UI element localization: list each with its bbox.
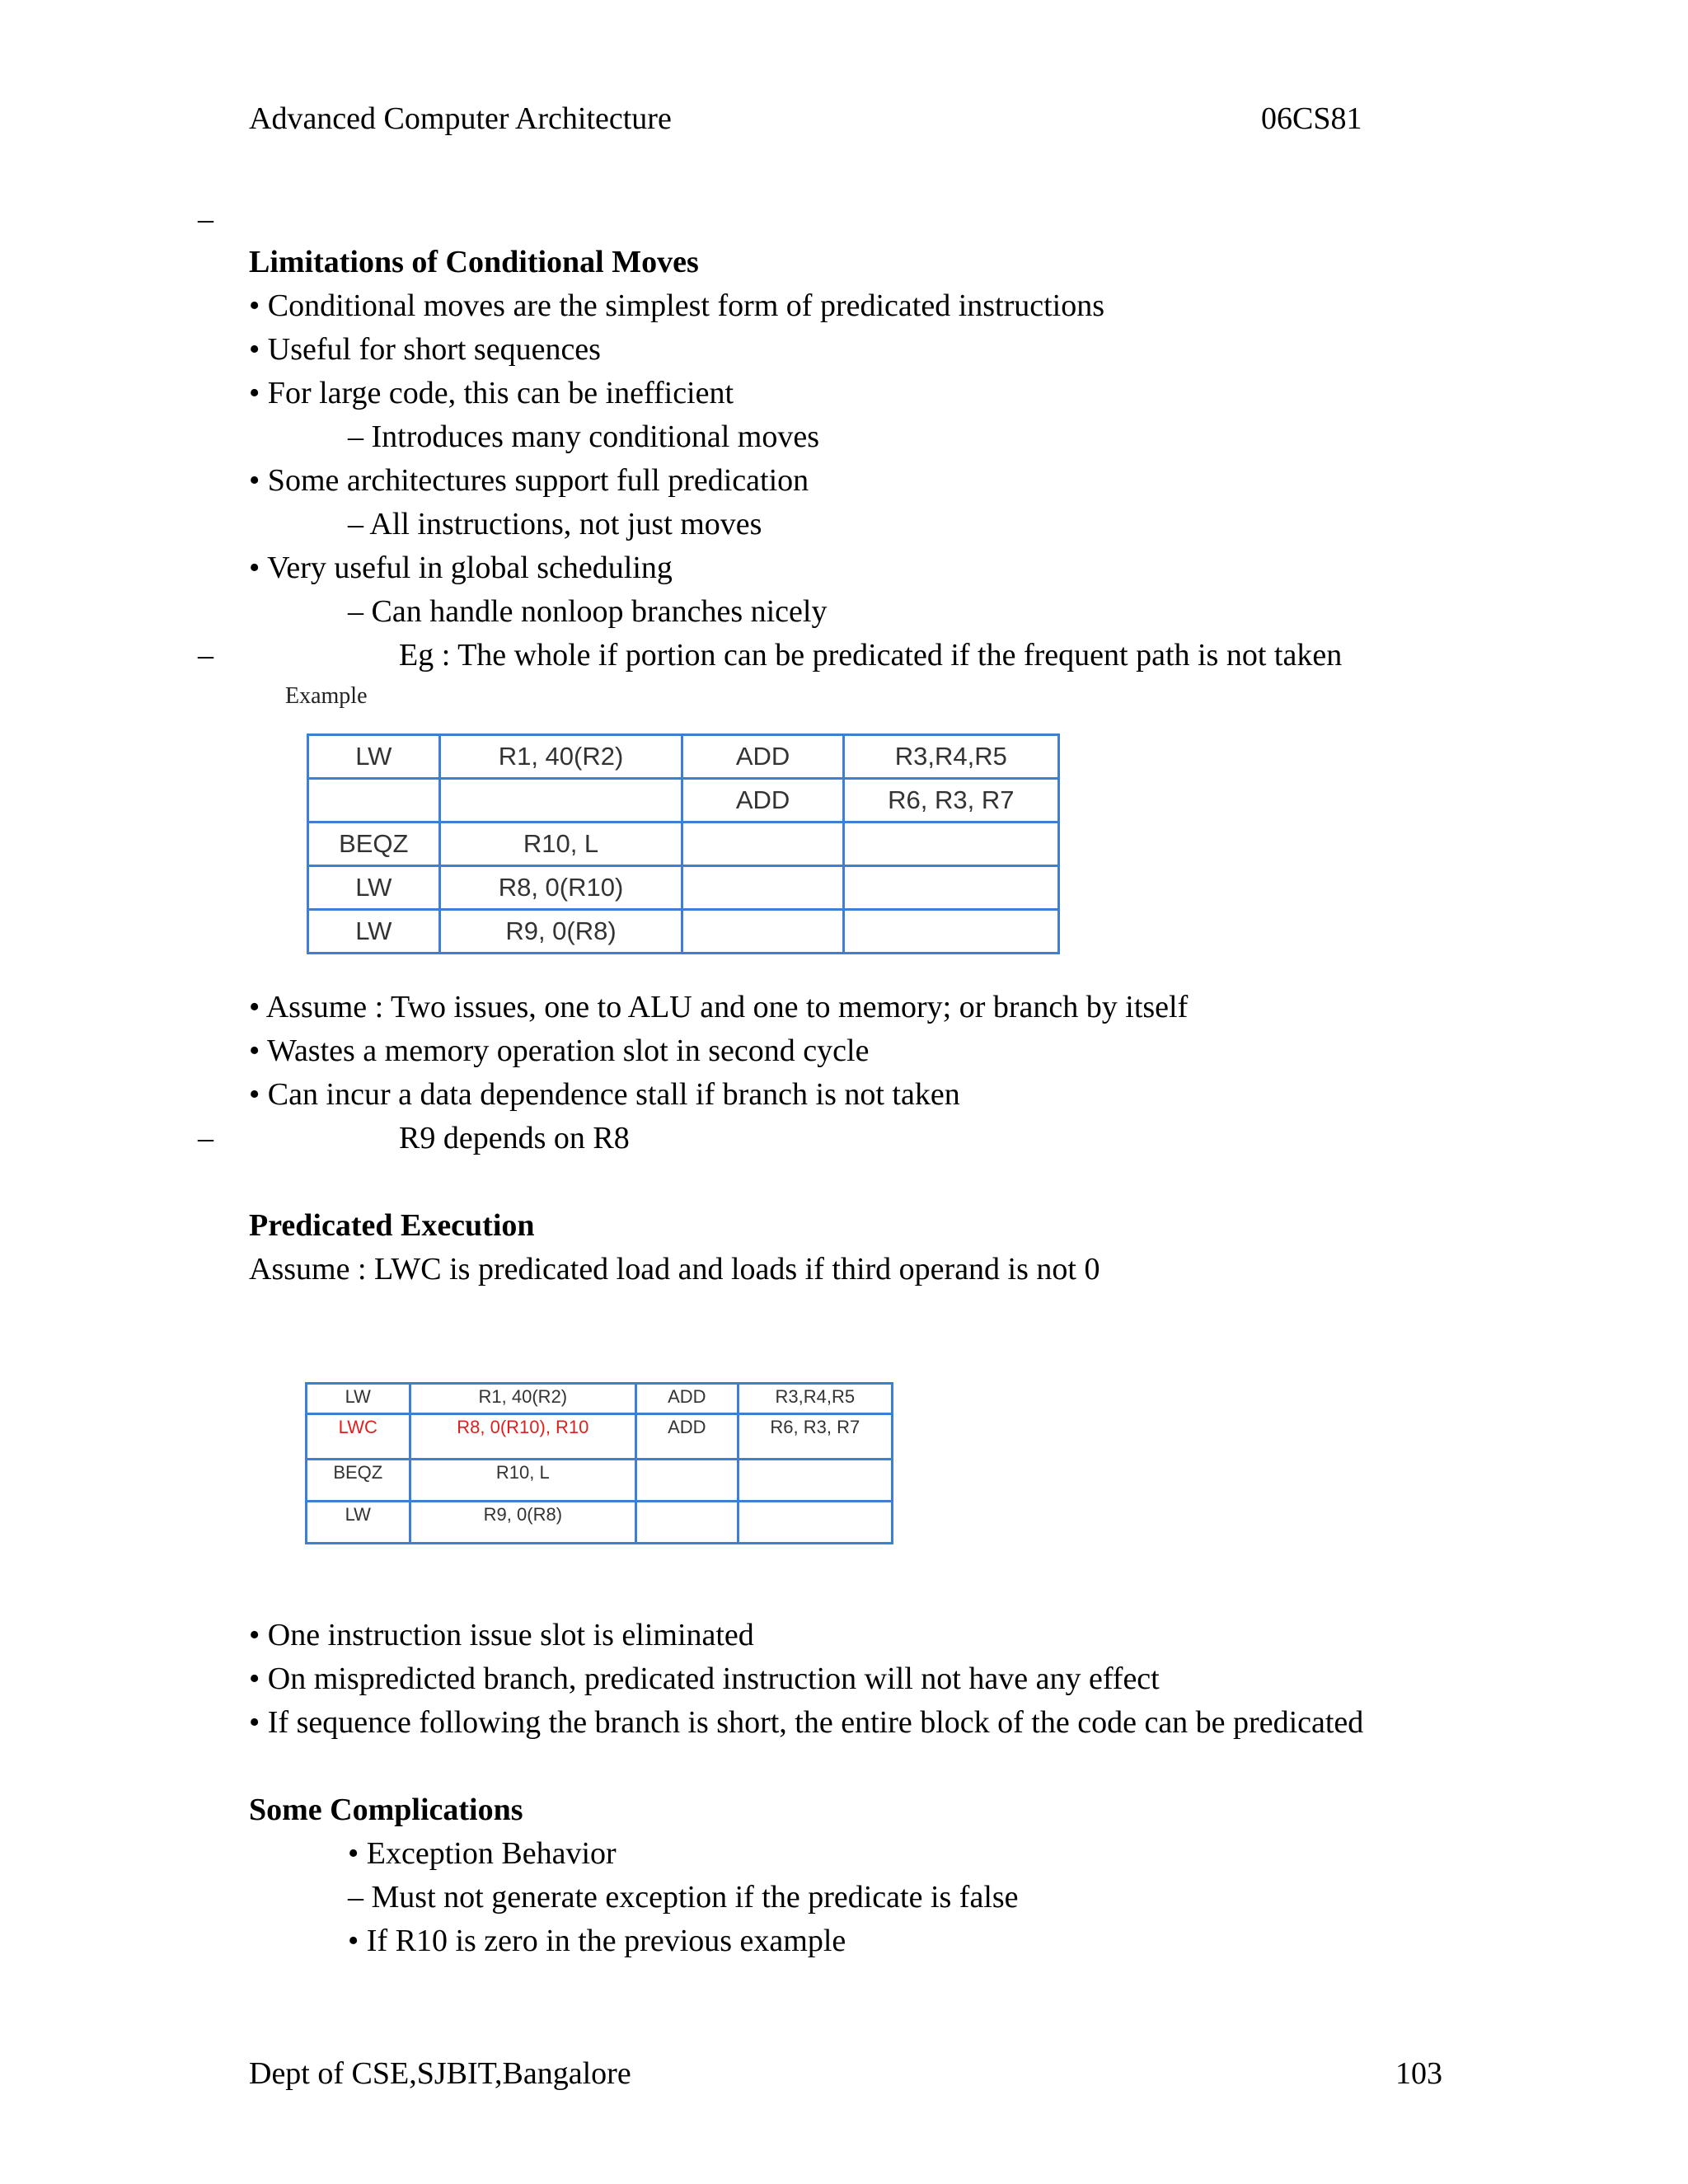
table-cell-highlighted: LWC <box>307 1414 410 1460</box>
table-cell <box>843 910 1058 954</box>
table-cell: ADD <box>636 1414 738 1460</box>
table-cell: LW <box>307 1502 410 1544</box>
footer-department: Dept of CSE,SJBIT,Bangalore <box>249 2056 631 2091</box>
margin-dash: – <box>198 638 213 673</box>
margin-dash: – <box>198 202 213 237</box>
bullet-line: • On mispredicted branch, predicated instruction will not have any effect <box>249 1661 1160 1696</box>
table-cell: R10, L <box>439 823 682 866</box>
bullet-line: • Can incur a data dependence stall if branch is not taken <box>249 1077 960 1112</box>
table-cell: R8, 0(R10) <box>439 866 682 910</box>
table-cell <box>682 823 843 866</box>
table-cell: R1, 40(R2) <box>439 735 682 779</box>
sub-bullet-line: – Can handle nonloop branches nicely <box>348 594 828 629</box>
sub-bullet-line: – Must not generate exception if the predicate is false <box>348 1880 1019 1915</box>
section-title-limitations: Limitations of Conditional Moves <box>249 245 699 279</box>
section-title-predicated-execution: Predicated Execution <box>249 1208 535 1243</box>
table-row <box>307 1384 893 1414</box>
bullet-line: • Wastes a memory operation slot in second cycle <box>249 1033 870 1068</box>
sub-note-line: R9 depends on R8 <box>399 1121 630 1155</box>
table-cell: LW <box>308 866 440 910</box>
table-cell: LW <box>307 1384 410 1414</box>
table-cell <box>682 910 843 954</box>
example-note-line: Eg : The whole if portion can be predicated if the frequent path is not taken <box>399 638 1343 673</box>
table-row <box>307 1502 893 1544</box>
header-course-code: 06CS81 <box>1261 101 1362 136</box>
header-course-title: Advanced Computer Architecture <box>249 101 672 136</box>
table-cell: R1, 40(R2) <box>410 1384 636 1414</box>
bullet-line: • If sequence following the branch is short, the entire block of the code can be predicated <box>249 1705 1364 1740</box>
bullet-line: • Assume : Two issues, one to ALU and one to memory; or branch by itself <box>249 990 1189 1024</box>
bullet-line: • Some architectures support full predication <box>249 463 809 498</box>
table-cell: BEQZ <box>308 823 440 866</box>
table-cell <box>843 823 1058 866</box>
table-cell <box>308 779 440 823</box>
table-row <box>308 779 1059 823</box>
table-row <box>308 735 1059 779</box>
predicated-instruction-table <box>305 1382 893 1544</box>
table-cell: ADD <box>682 735 843 779</box>
table-row <box>307 1460 893 1502</box>
table-cell: ADD <box>636 1384 738 1414</box>
table-cell: R9, 0(R8) <box>410 1502 636 1544</box>
table-cell: R6, R3, R7 <box>738 1414 892 1460</box>
section-title-some-complications: Some Complications <box>249 1793 523 1827</box>
table-row <box>308 823 1059 866</box>
table-cell: ADD <box>682 779 843 823</box>
margin-dash: – <box>198 1121 213 1155</box>
table-cell: LW <box>308 910 440 954</box>
table-cell: R3,R4,R5 <box>843 735 1058 779</box>
table-cell: R3,R4,R5 <box>738 1384 892 1414</box>
bullet-line: • If R10 is zero in the previous example <box>348 1924 846 1958</box>
bullet-line: • One instruction issue slot is eliminated <box>249 1618 754 1652</box>
bullet-line: • Useful for short sequences <box>249 332 601 367</box>
table-row <box>308 866 1059 910</box>
table-cell <box>682 866 843 910</box>
table-cell: R10, L <box>410 1460 636 1502</box>
example-label: Example <box>285 683 368 709</box>
table-cell: LW <box>308 735 440 779</box>
table-cell <box>636 1502 738 1544</box>
table-cell: R6, R3, R7 <box>843 779 1058 823</box>
table-cell <box>439 779 682 823</box>
bullet-line: • For large code, this can be inefficient <box>249 376 734 410</box>
table-row <box>308 910 1059 954</box>
footer-page-number: 103 <box>1395 2056 1442 2091</box>
sub-bullet-line: – All instructions, not just moves <box>348 507 762 541</box>
sub-bullet-line: – Introduces many conditional moves <box>348 419 819 454</box>
table-cell <box>738 1502 892 1544</box>
table-cell <box>636 1460 738 1502</box>
table-cell: R9, 0(R8) <box>439 910 682 954</box>
table-cell: BEQZ <box>307 1460 410 1502</box>
table-cell <box>843 866 1058 910</box>
bullet-line: • Exception Behavior <box>348 1836 617 1871</box>
table-row <box>307 1414 893 1460</box>
table-cell <box>738 1460 892 1502</box>
section-intro: Assume : LWC is predicated load and loads if third operand is not 0 <box>249 1252 1100 1286</box>
table-cell-highlighted: R8, 0(R10), R10 <box>410 1414 636 1460</box>
example-instruction-table <box>307 733 1060 954</box>
bullet-line: • Very useful in global scheduling <box>249 551 673 585</box>
bullet-line: • Conditional moves are the simplest form of predicated instructions <box>249 288 1105 323</box>
